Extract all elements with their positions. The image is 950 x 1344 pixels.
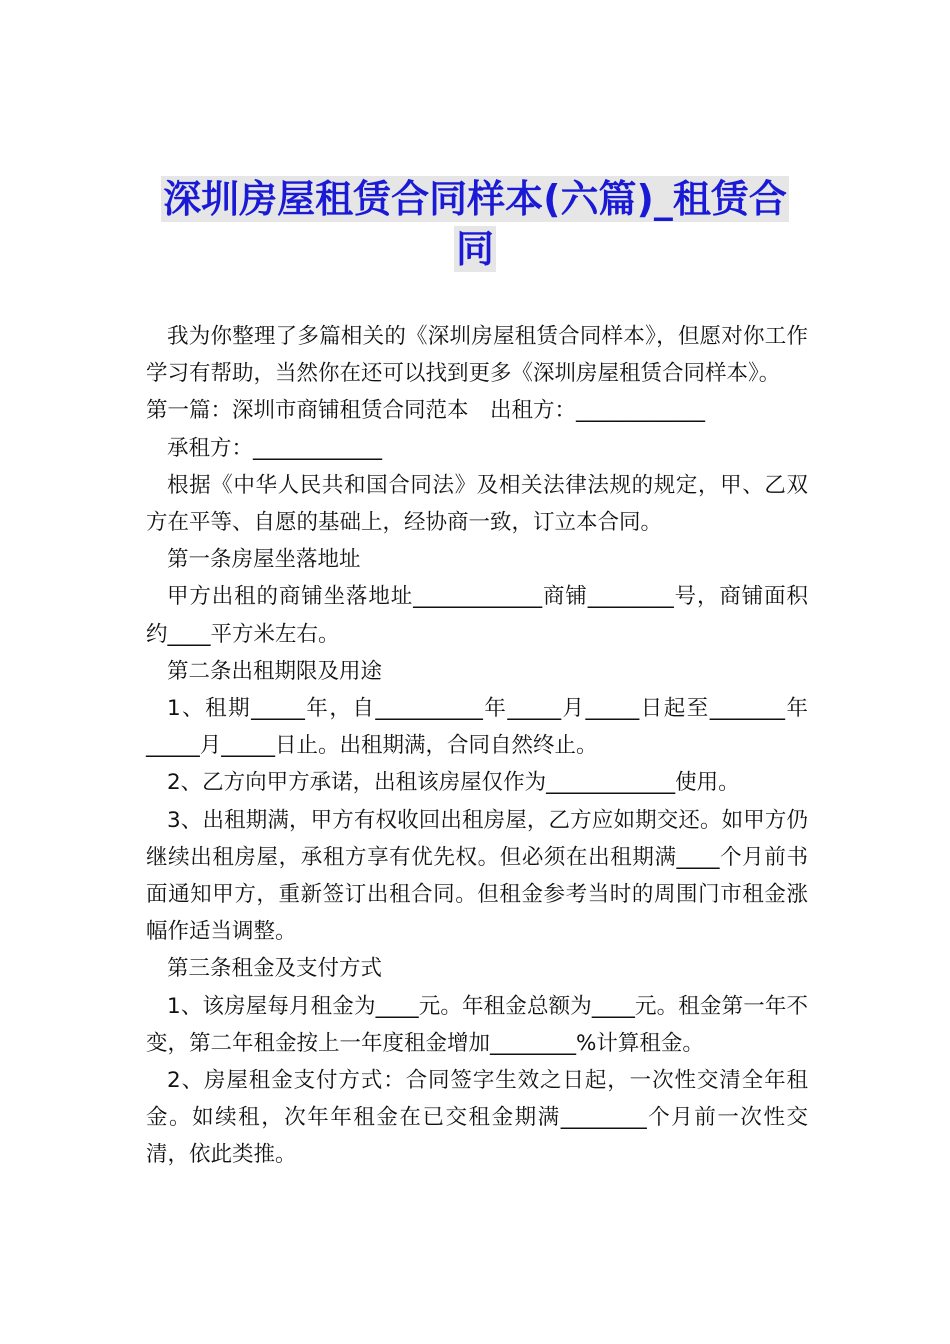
article-one-address: 甲方出租的商铺坐落地址____________商铺________号，商铺面积约____平方米左右。 — [146, 584, 808, 647]
article-two-item-1: 1、租期_____年，自__________年_____月_____日起至_______年_____月_____日止。出租期满，合同自然终止。 — [146, 696, 808, 759]
article-three-heading: 第三条租金及支付方式 — [167, 956, 383, 982]
tenant-line: 承租方：____________ — [167, 435, 383, 461]
article-two-heading: 第二条出租期限及用途 — [167, 658, 383, 684]
article-three-item-2: 2、房屋租金支付方式：合同签字生效之日起，一次性交清全年租金。如续租，次年年租金在已交租金期满________个月前一次性交清，依此类推。 — [146, 1068, 808, 1168]
preamble-paragraph: 根据《中华人民共和国合同法》及相关法律法规的规定，甲、乙双方在平等、自愿的基础上，经协商一致，订立本合同。 — [146, 472, 808, 536]
chapter-one-heading: 第一篇：深圳市商铺租赁合同范本 出租方：____________ — [146, 398, 706, 424]
document-body — [146, 318, 808, 1174]
document-title — [140, 176, 810, 276]
article-two-item-3: 3、出租期满，甲方有权收回出租房屋，乙方应如期交还。如甲方仍继续出租房屋，承租方享有优先权。但必须在出租期满____个月前书面通知甲方，重新签订出租合同。但租金参考当时的周围门市租金涨幅作适当调整。 — [146, 807, 808, 945]
title-line-2: 同 — [455, 227, 494, 271]
intro-paragraph: 我为你整理了多篇相关的《深圳房屋租赁合同样本》，但愿对你工作学习有帮助，当然你在还可以找到更多《深圳房屋租赁合同样本》。 — [146, 324, 808, 387]
article-one-heading: 第一条房屋坐落地址 — [167, 547, 361, 573]
article-three-item-1: 1、该房屋每月租金为____元。年租金总额为____元。租金第一年不变，第二年租金按上一年度租金增加________%计算租金。 — [146, 993, 808, 1056]
title-line-1: 深圳房屋租赁合同样本(六篇)_租赁合 — [163, 177, 787, 221]
article-two-item-2: 2、乙方向甲方承诺，出租该房屋仅作为____________使用。 — [167, 770, 740, 796]
